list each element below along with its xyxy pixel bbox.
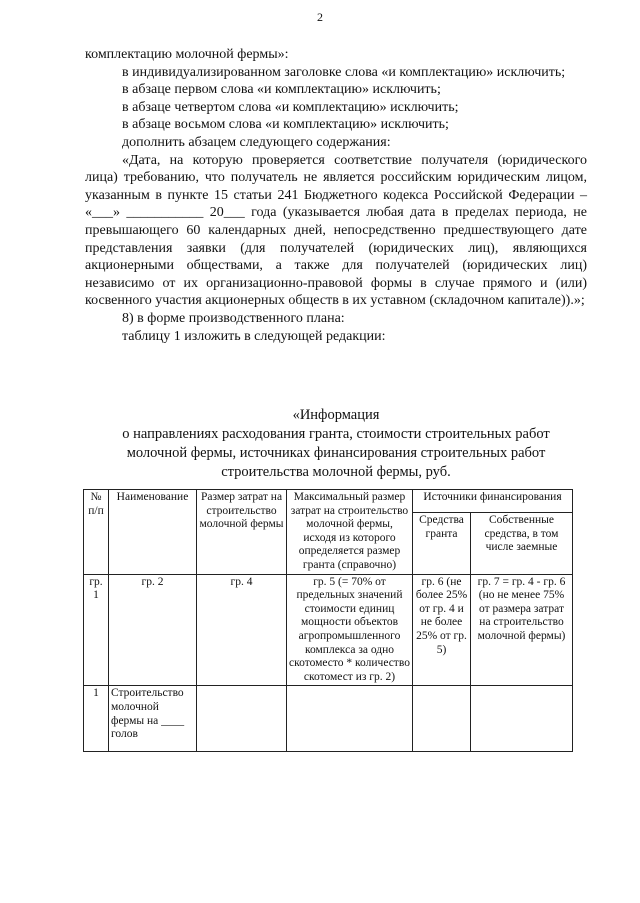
header-cell-grant: Средства гранта xyxy=(413,513,471,574)
paragraph: дополнить абзацем следующего содержания: xyxy=(122,134,391,150)
table-cell: гр. 6 (не более 25% от гр. 4 и не более 25% от гр. 5) xyxy=(413,574,471,686)
header-cell-own: Собственные средства, в том числе заемные xyxy=(471,513,573,574)
document-body xyxy=(85,46,587,345)
page-number: 2 xyxy=(317,10,323,24)
table-cell xyxy=(287,686,413,752)
table-cell: гр. 4 xyxy=(197,574,287,686)
header-cell-max: Максимальный размер затрат на строительство молочной фермы, исходя из которого определяется размер гранта (справочно) xyxy=(287,490,413,575)
table-cell: Строительство молочной фермы на ____ голов xyxy=(109,686,197,752)
paragraph: 8) в форме производственного плана: xyxy=(122,310,345,326)
header-cell-number: № п/п xyxy=(84,490,109,575)
table-cell xyxy=(471,686,573,752)
table-cell: гр. 1 xyxy=(84,574,109,686)
header-cell-name: Наименование xyxy=(109,490,197,575)
header-cell-cost: Размер затрат на строительство молочной фермы xyxy=(197,490,287,575)
paragraph: в абзаце восьмом слова «и комплектацию» исключить; xyxy=(122,117,449,133)
paragraph: комплектацию молочной фермы»: xyxy=(85,47,289,62)
table-cell: 1 xyxy=(84,686,109,752)
quoted-paragraph: «Дата, на которую проверяется соответствие получателя (юридического лица) требованию, что получатель не является российским юридическим лицом, указанным в пункте 15 статьи 241 Бюджетного кодекса Российской Федерации – «___» ___________ 20___ года (указывается любая дата в пределах периода, не превышающего 60 календарных дней, непосредственно предшествующего дате представления заявки (для получателей (юридических лиц), являющихся акционерными обществами, а также для получателей (юридических лиц) независимо от их организационно-правовой формы в случае прямого и (или) косвенного участия акционерных обществ в их уставном (складочном капитале)).»; xyxy=(85,152,587,309)
table-cell: гр. 2 xyxy=(109,574,197,686)
paragraph: в индивидуализированном заголовке слова «и комплектацию» исключить; xyxy=(122,64,566,80)
table-header-row xyxy=(84,490,573,513)
table-cell: гр. 5 (= 70% от предельных значений стоимости единиц мощности объектов агропромышленного комплекса за одно скотоместо * количество скотомест из гр. 2) xyxy=(287,574,413,686)
table-heading xyxy=(85,406,587,482)
table-cell xyxy=(413,686,471,752)
paragraph: таблицу 1 изложить в следующей редакции: xyxy=(122,328,386,344)
heading-line: строительства молочной фермы, руб. xyxy=(221,464,451,480)
costs-table xyxy=(83,489,573,752)
heading-line: о направлениях расходования гранта, стоимости строительных работ xyxy=(122,426,550,442)
paragraph: в абзаце четвертом слова «и комплектацию» исключить; xyxy=(122,99,459,115)
header-cell-sources: Источники финансирования xyxy=(413,490,573,513)
paragraph: в абзаце первом слова «и комплектацию» исключить; xyxy=(122,82,441,98)
table-cell: гр. 7 = гр. 4 - гр. 6 (но не менее 75% от размера затрат на строительство молочной фермы) xyxy=(471,574,573,686)
heading-line: «Информация xyxy=(292,407,380,423)
heading-line: молочной фермы, источниках финансирования строительных работ xyxy=(126,445,546,461)
table-cell xyxy=(197,686,287,752)
table-row xyxy=(84,686,573,752)
table-row xyxy=(84,574,573,686)
